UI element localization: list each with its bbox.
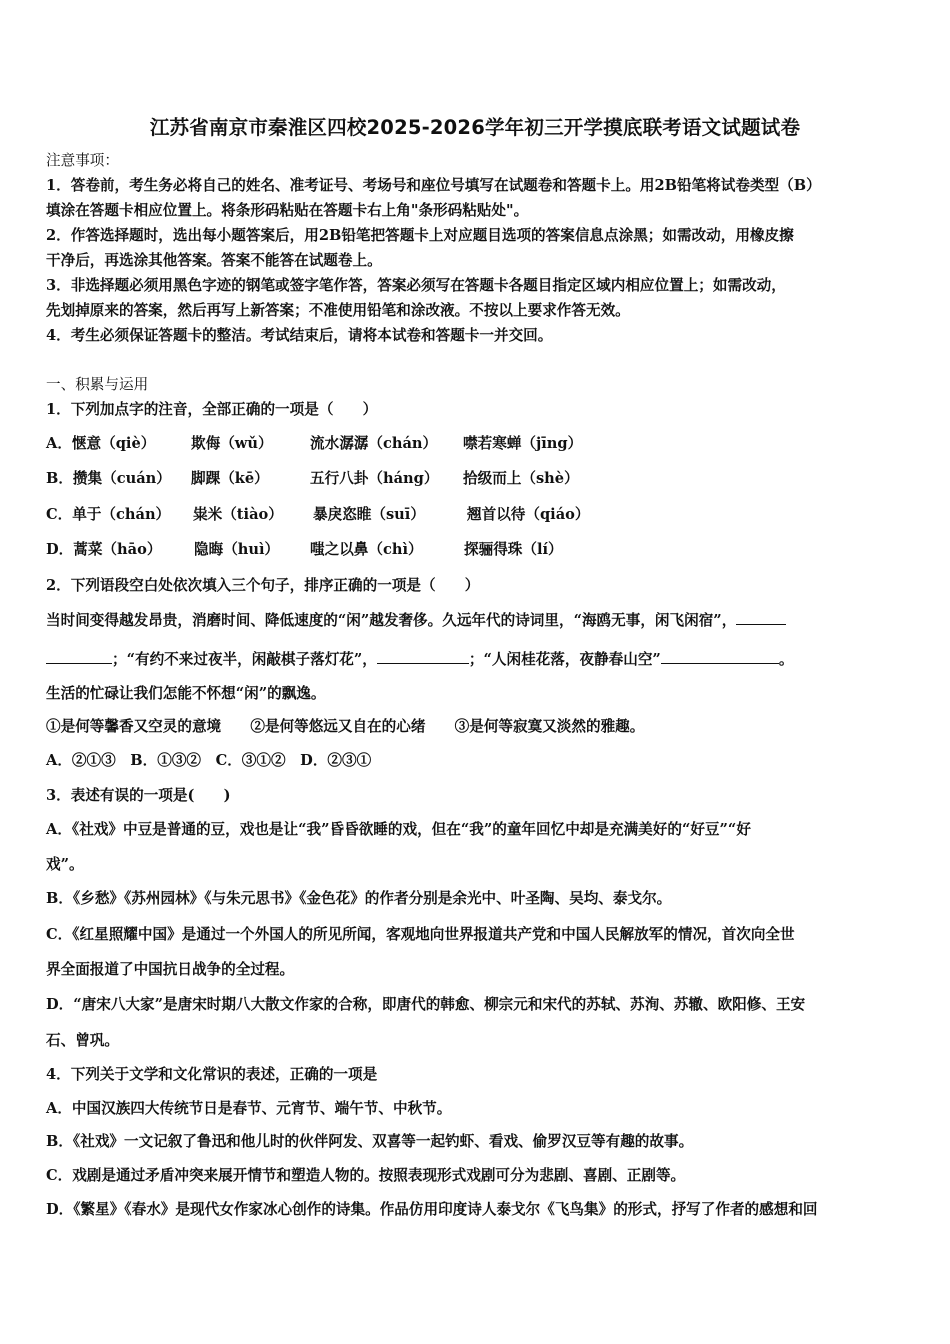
q1-D-3: 嗤之以鼻（chì） <box>310 541 423 558</box>
notice-line-2: 填涂在答题卡相应位置上。将条形码粘贴在答题卡右上角"条形码粘贴处"。 <box>46 202 529 219</box>
blank-1a <box>736 610 786 625</box>
q1-B-1: B．攒集（cuán） <box>46 470 171 487</box>
q4-option-C: C．戏剧是通过矛盾冲突来展开情节和塑造人物的。按照表现形式戏剧可分为悲剧、喜剧、正剧等。 <box>46 1167 686 1184</box>
q2-paragraph-2-part-a: ；“有约不来过夜半，闲敲棋子落灯花”， <box>112 651 377 668</box>
q2-choices: ①是何等馨香又空灵的意境 ②是何等悠远又自在的心绪 ③是何等寂寞又淡然的雅趣。 <box>46 718 645 735</box>
q2-paragraph-3: 生活的忙碌让我们怎能不怀想“闲”的飘逸。 <box>46 685 326 702</box>
q4-option-A: A．中国汉族四大传统节日是春节、元宵节、端午节、中秋节。 <box>46 1100 452 1117</box>
q3-option-D-line-1: D．“唐宋八大家”是唐宋时期八大散文作家的合称，即唐代的韩愈、柳宗元和宋代的苏轼、苏洵、苏辙、欧阳修、王安 <box>46 996 806 1013</box>
q1-B-3: 五行八卦（háng） <box>310 470 439 487</box>
q4-option-D: D．《繁星》《春水》是现代女作家冰心创作的诗集。作品仿用印度诗人泰戈尔《飞鸟集》的形式，抒写了作者的感想和回 <box>46 1201 818 1218</box>
q2-answers: A．②①③ B．①③② C．③①② D．②③① <box>46 752 372 769</box>
q1-C-4: 翘首以待（qiáo） <box>467 506 590 523</box>
q1-stem: 1．下列加点字的注音，全部正确的一项是（ ） <box>46 401 378 418</box>
q2-paragraph-1 <box>46 610 908 631</box>
page-title: 江苏省南京市秦淮区四校2025-2026学年初三开学摸底联考语文试题试卷 <box>149 116 801 139</box>
q1-A-1: A．惬意（qiè） <box>46 435 156 452</box>
q1-D-1: D．蒿菜（hāo） <box>46 541 162 558</box>
q1-C-2: 粜米（tiào） <box>193 506 283 523</box>
q3-option-B: B．《乡愁》《苏州园林》《与朱元思书》《金色花》的作者分别是余光中、叶圣陶、吴均、泰戈尔。 <box>46 890 672 907</box>
q2-paragraph-2-part-b: ；“人闲桂花落，夜静春山空” <box>468 651 661 668</box>
blank-3 <box>661 649 779 664</box>
q4-option-B: B．《社戏》一文记叙了鲁迅和他儿时的伙伴阿发、双喜等一起钓虾、看戏、偷罗汉豆等有趣的故事。 <box>46 1133 694 1150</box>
notice-line-7: 4．考生必须保证答题卡的整洁。考试结束后，请将本试卷和答题卡一并交回。 <box>46 327 553 344</box>
q3-stem: 3．表述有误的一项是( ) <box>46 787 231 804</box>
q1-C-1: C．单于（chán） <box>46 506 171 523</box>
notice-line-6: 先划掉原来的答案，然后再写上新答案；不准使用铅笔和涂改液。不按以上要求作答无效。 <box>46 302 630 319</box>
blank-2 <box>377 649 469 664</box>
q2-paragraph-2 <box>46 649 908 670</box>
section-heading: 一、积累与运用 <box>46 376 149 393</box>
q2-stem: 2．下列语段空白处依次填入三个句子，排序正确的一项是（ ） <box>46 577 480 594</box>
notice-line-3: 2．作答选择题时，选出每小题答案后，用2B铅笔把答题卡上对应题目选项的答案信息点涂黑；如需改动，用橡皮擦 <box>46 227 794 244</box>
q3-option-C-line-2: 界全面报道了中国抗日战争的全过程。 <box>46 961 295 978</box>
q1-C-3: 暴戾恣睢（suī） <box>313 506 425 523</box>
q1-B-4: 拾级而上（shè） <box>463 470 579 487</box>
notice-line-1: 1．答卷前，考生务必将自己的姓名、准考证号、考场号和座位号填写在试题卷和答题卡上。用2B铅笔将试卷类型（B） <box>46 177 821 194</box>
q4-stem: 4．下列关于文学和文化常识的表述，正确的一项是 <box>46 1066 378 1083</box>
q3-option-A-line-1: A．《社戏》中豆是普通的豆，戏也是让“我”昏昏欲睡的戏，但在“我”的童年回忆中却是充满美好的“好豆”“好 <box>46 821 751 838</box>
notice-line-5: 3．非选择题必须用黑色字迹的钢笔或签字笔作答，答案必须写在答题卡各题目指定区域内相应位置上；如需改动， <box>46 277 786 294</box>
q2-paragraph-1-text: 当时间变得越发昂贵，消磨时间、降低速度的“闲”越发奢侈。久远年代的诗词里，“海鸥无事，闲飞闲宿”， <box>46 612 737 629</box>
notice-line-4: 干净后，再选涂其他答案。答案不能答在试题卷上。 <box>46 252 382 269</box>
q1-A-3: 流水潺潺（chán） <box>310 435 438 452</box>
q1-D-4: 探骊得珠（lí） <box>464 541 563 558</box>
q3-option-C-line-1: C．《红星照耀中国》是通过一个外国人的所见所闻，客观地向世界报道共产党和中国人民解放军的情况，首次向全世 <box>46 926 795 943</box>
q2-paragraph-2-end: 。 <box>778 651 794 668</box>
q1-A-2: 欺侮（wǔ） <box>191 435 273 452</box>
q1-A-4: 噤若寒蝉（jīng） <box>463 435 583 452</box>
notice-heading: 注意事项： <box>46 152 119 169</box>
q3-option-D-line-2: 石、曾巩。 <box>46 1032 119 1049</box>
q1-D-2: 隐晦（huì） <box>194 541 280 558</box>
q3-option-A-line-2: 戏”。 <box>46 856 84 873</box>
blank-1b <box>46 649 112 664</box>
q1-B-2: 脚踝（kē） <box>191 470 269 487</box>
